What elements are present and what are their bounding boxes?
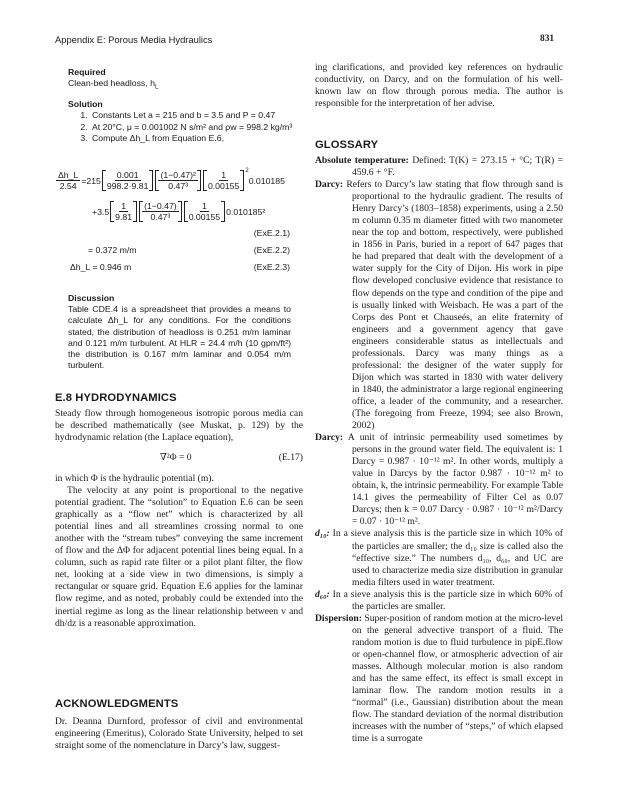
eq-label: (ExE.2.3) [253,262,290,272]
glossary-entry: Absolute temperature: Defined: T(K) = 273.15 + °C; T(R) = 459.6 + °F. [315,155,563,179]
page-number: 831 [540,34,555,44]
result-2: Δh_L = 0.946 m [70,262,132,272]
glossary-entry: Darcy: A unit of intrinsic permeability used sometimes by persons in the ground water field. The equivalent is: 1 Darcy = 0.987 · 10⁻¹² m². In other words, multiply a value in Darcys by the factor 0.987 · 10⁻¹² m² to obtain, k, the intrinsic permeability. For example Table 14.1 gives the permeability of Filter Cel as 0.07 Darcys; then k = 0.07 Darcy · 0.987 · 10⁻¹² m²/Darcy = 0.07 · 10⁻¹² m². [315,432,564,528]
solution-heading: Solution [68,99,103,110]
equation-exe2-1: $\frac{\Delta h\_L}{2.54}$ =215 $\frac{0.001}{998.2\cdot 9.81}$ $\frac{\text{(1−0.47)²}}{\text{0.47³}}$ $\frac{1}{0.00155}$ $^2$ 0.010185 +3.5 $\frac{1}{9.81}$ $\frac{(1-0.47)}{\text{0.47³}}$ $\frac{1}{0.00155}$ 0.010185² [58,168,285,222]
solution-step: 3. Compute Δh_L from Equation E.6, [90,133,303,144]
eq-label: (ExE.2.1) [253,228,290,238]
running-header: Appendix E: Porous Media Hydraulics [55,34,213,45]
glossary-entry: Darcy: Refers to Darcy’s law stating that flow through sand is proportional to the hydraulic gradient. The results of Henry Darcy’s (1803–1858) experiments, using a 2.50 m column 0.35 m diameter fitted with two manometer near the top and bottom, respectively, were published in 1856 in Paris, buried in a report of 647 pages that he had prepared that dealt with the development of a water supply for the City of Dijon. His work in pipe flow developed conclusive evidence that resistance to flow depends on the type and condition of the pipe and is usually linked with Weisbach. He was a part of the Corps des Pont et Chauseés, an elite fraternity of engineers and a government agency that gave engineers considerable status as intellectuals and professionals. Darcy was many things as a professional: the designer of the water supply for Dijon which was started in 1830 with water delivery in 1840, the administrator a large regional engineering office, a leader of the community, and a researcher. (The foregoing from Freeze, 1994; see also Brown, 2002) [315,179,564,432]
acknowledgments-heading: ACKNOWLEDGMENTS [55,698,179,710]
equation-e17: ∇²Φ = 0 (E.17) [160,452,303,463]
e8-intro: Steady flow through homogeneous isotropic porous media can be described mathematically (see Muskat, p. 129) by the hydrodynamic relation (the Laplace equation), [55,408,303,444]
discussion-block [68,293,291,371]
glossary-entry: Dispersion: Super-position of random motion at the micro-level on the general advective transport of a fluid. The random motion is due to fluid turbulence in pipE.flow or open-channel flow, or atmospheric advection of air masses. Although molecular motion is also random and has the same effect, its effect is small except in laminar flow. The random motion results in a “normal” (i.e., Gaussian) distribution about the mean flow. The standard deviation of the normal distribution increases with the number of “steps,” of which elapsed time is a surrogate [315,612,563,745]
required-text: Clean-bed headloss, $h_L$ [68,78,159,91]
acknowledgments-text-continued: ing clarifications, and provided key references on hydraulic conductivity, on Darcy, and on the formulation of his well-known law on flow through porous media. The author is responsible for the interpretation of her advise. [315,62,563,110]
eq-label: (ExE.2.2) [253,245,290,255]
required-heading: Required [68,67,106,77]
glossary-entry: d₁₀: In a sieve analysis this is the particle size in which 10% of the particles are smaller; the d₁₀ size is called also the “effective size.” The numbers d₁₀, d₆₀, and UC are used to characterize media size distribution in granular media filters used in water treatment. [315,528,563,588]
solution-step: 2. At 20°C, μ = 0.001002 N s/m² and ρw = 998.2 kg/m³ [90,122,303,133]
result-1: = 0.372 m/m [88,245,137,255]
solution-step: 1. Constants Let a = 215 and b = 3.5 and P = 0.47 [90,110,303,121]
discussion-text: Table CDE.4 is a spreadsheet that provides a means to calculate Δh_L for any conditions. For the conditions stated, the distribution of headloss is 0.251 m/m laminar and 0.121 m/m turbulent. At HLR = 24.4 m/h (10 gpm/ft²) the distribution is 0.167 m/m laminar and 0.054 m/m turbulent. [68,304,291,371]
glossary-list [315,155,563,745]
example-block [68,67,303,144]
section-heading-e8: E.8 HYDRODYNAMICS [55,392,177,404]
results-block [68,228,290,278]
solution-steps [68,110,303,144]
discussion-heading: Discussion [68,293,115,303]
acknowledgments-text: Dr. Deanna Durnford, professor of civil and environmental engineering (Emeritus), Colorado State University, helped to set straight some of the nomenclature in Darcy’s law, suggest- [55,716,303,752]
glossary-entry: d₆₀: In a sieve analysis this is the particle size in which 60% of the particles are smaller. [315,588,563,612]
e8-body: in which Φ is the hydraulic potential (m). The velocity at any point is proportional to the negative potential gradient. The “solution” to Equation E.6 can be seen graphically as a “flow net” which is characterized by all potential lines and all streamlines crossing normal to one another with the “stream tubes” conveying the same increment of flow and the ΔΦ for adjacent potential lines being equal. In a column, such as rapid rate filter or a pilot plant filter, the flow net, looking at a side view in two dimensions, is simply a rectangular or square grid. Equation E.6 applies for the laminar flow regime, and as noted, probably could be extended into the inertial regime as long as the linear relationship between v and dh/dz is a reasonable approximation. [55,473,303,629]
glossary-heading: GLOSSARY [315,139,379,151]
